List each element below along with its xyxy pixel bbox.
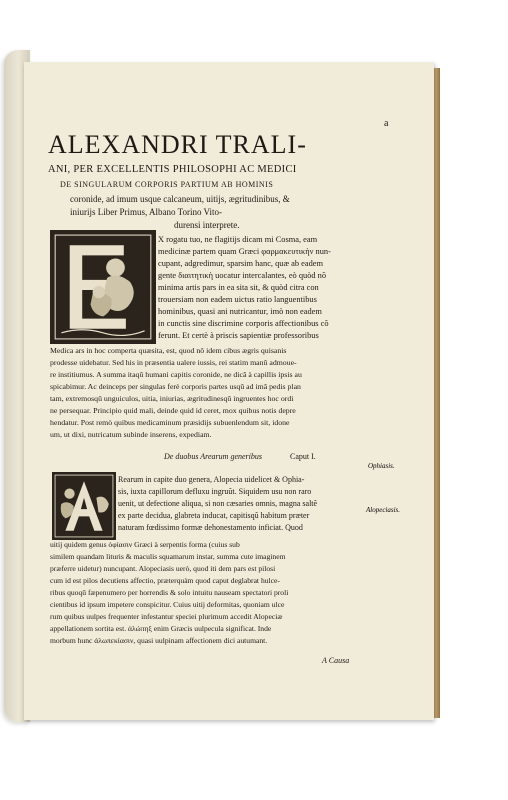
chapter-line: præferre uidetur) nuncupant. Alopeciasis uerò, quod iti dem pars est pilosi [50,564,276,573]
title-line-4: coronide, ad imum usque calcaneum, uitijs, ægritudinibus, & [70,194,290,204]
chapter-line: ribus quoqũ fæpenumero per horrendis & solo intuitu nauseam spectatori proli [50,588,289,597]
chapter-caption: De duobus Arearum generibus [164,452,262,461]
chapter-line: sis, iuxta capillorum defluxu ingruũt. Siquidem usu non raro [118,487,312,496]
signature-mark: a [384,118,389,129]
woodcut-initial-e-icon [50,230,156,344]
preface-line: prodesse uidebatur. Sed his in præsentia ualere iussis, rei statim manũ admoue- [50,358,297,367]
preface-line: minima artis pars in ea sita sit, & quòd citra con [158,283,319,292]
chapter-line: rum quibus uulpes frequenter infestantur speciei plurimum accedit Alopeciæ [50,612,283,621]
chapter-line: uenit, ut defectione aliqua, si non cæsaries omnis, magna saltẽ [118,499,318,508]
chapter-line: similem quandam lituris & maculis squamarum instar, summa cute imaginem [50,552,286,561]
preface-line: hendatur. Post remò quibus medicaminum præsidijs subuenlendum sit, idone [50,418,290,427]
book-page [24,62,434,720]
chapter-line: morbum hunc ἀλωπεκίασιν, quasi uulpinam affectionem dici autumant. [50,636,268,645]
preface-line: X rogatu tuo, ne flagitijs dicam mi Cosma, eam [158,235,318,244]
chapter-line: uitij quidem genus ὀφίασιν Græci à serpentis forma (cuius sub [50,540,240,549]
margin-note-ophiasis: Ophiasis. [368,462,395,470]
preface-line: ne persequar. Principio quid mali, deinde quid id ceret, mox quibus notis depre [50,406,296,415]
chapter-line: Rearum in capite duo genera, Alopecia uidelicet & Ophia- [118,475,305,484]
margin-note-alopeciasis: Alopeciasis. [366,506,401,514]
chapter-line: ex parte decidua, glabreta inducat, capitisqũ habitum præter [118,511,310,520]
preface-line: tam, extremosqũ unguiculos, uitia, iniurias, ægritudinesqũ ingruentes hoc ordi [50,394,294,403]
title-main: ALEXANDRI TRALI- [48,130,307,159]
preface-line: trouersiam non eadem uictus ratio languentibus [158,295,317,304]
preface-line: gente διαιτητικὴ uocatur intercalantes, eò quòd nõ [158,271,327,280]
chapter-line: cientibus id ipsum impetere conspicitur. Cuius uitij deformitas, quoniam ulce [50,600,285,609]
chapter-number: Caput I. [290,452,316,461]
chapter-line: naturam fœdissimo formæ dehonestamento inficiat. Quod [118,523,303,532]
preface-line: um, ut dixi, nutricatum subinde inserens, expediam. [50,430,212,439]
preface-line: Medica ars in hoc comperta quæsita, est, quod nõ idem cibus ægris quisanis [50,346,287,355]
preface-line: re institiumus. A summa itaqũ humani capitis coronide, ne dicã à capillis ipsis au [50,370,302,379]
preface-line: hominibus, quasi ani nutricantur, imò non eadem [158,307,322,316]
preface-line: spicabimur. Ac deinceps per singulas ferè corporis partes usqũ ad imã pedis plan [50,382,301,391]
catchword: A Causa [322,656,350,665]
chapter-line: cum id est pilos decutiens affectio, præterquàm quod caput deglabrat hulce- [50,576,280,585]
preface-line: ferunt. Et certè à priscis sapientiæ professoribus [158,331,319,340]
chapter-line: appellationem sortita est. ἀλώπηξ enim Græcis uulpecula significat. Inde [50,624,272,633]
title-line-5: iniurijs Liber Primus, Albano Torino Vito- [70,207,222,217]
title-line-2: ANI, PER EXCELLENTIS PHILOSOPHI AC MEDICI [48,164,297,175]
preface-line: medicinæ partem quam Græci φαρμακευτικὴν nun- [158,247,331,256]
woodcut-initial-a-icon [52,472,116,540]
title-line-3: DE SINGULARUM CORPORIS PARTIUM AB HOMINIS [60,180,274,189]
preface-line: cupant, adgredimur, sparsim hanc, quæ ab eadem [158,259,324,268]
title-line-6: durensi interprete. [174,220,240,230]
preface-line: in cunctis sine discrimine corporis affectionibus cõ [158,319,329,328]
